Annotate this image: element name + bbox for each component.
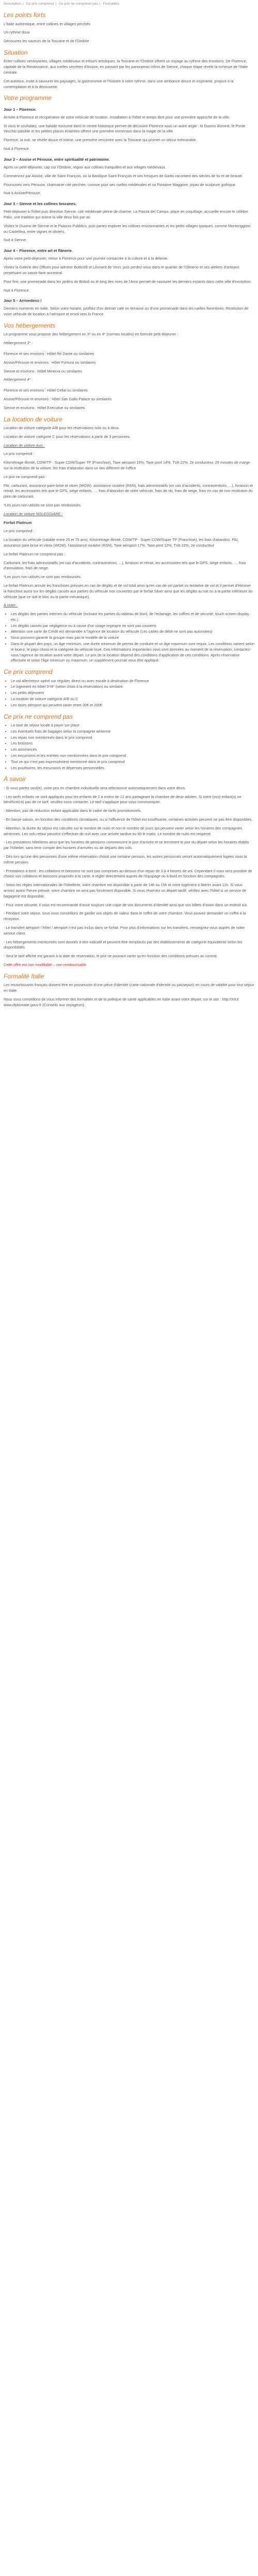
section-title-programme: Votre programme [4,94,52,102]
section-title-comprend: Ce prix comprend [4,668,53,676]
day-paragraph: Arrivée à Florence et récupération de votre véhicule de location. Installation à l'hôtel et temps libre pour une première approche de la ville. [4,114,230,120]
day-title: Jour 3 – Sienne et les collines toscanes. [4,201,77,207]
forfait-not-label: Le forfait Platinum ne comprend pas : [4,551,66,556]
savoir-paragraph: - Prestations à bord : les collations et boissons ne sont pas comprises au-dessus d'un repas de 3 à 4 heures de vol. Cependant il vous sera possible de choisir vos collations et boissons proposés à la carte, à régler directement auprès de l'équipage ou à bord en fonction des compagnies. [4,868,252,879]
list-item: • Tout ce qui n'est pas expressément mentionné dans le prix comprend [11,759,254,765]
location-excluded: PAI, carburant, assurance pare-brise et vitres (WOW), assistance routière (RSN), frais administratifs (en cas d'accidents, contraventions, ...), livraison et retrait, les accessoires tels que le GPS, siège enfants, ..., frais d'abandon de votre véhicule, frais de ski, frais de neige, frais en cas de non restitution du plein de carburant. [4,483,253,499]
forfait-platinum-title: Forfait Platinum [4,520,32,525]
day-title: Jour 5 – Arrivederci ! [4,298,42,303]
day-paragraph: Si vous le souhaitez, une balade nocturne dans le centre historique permet de découvrir Florence sous un autre angle : le Duomo illuminé, le Ponte Vecchio paisible et les petites places éclairées offrent une première immersion dans la magie de la ville. [4,123,246,134]
comprend-list [4,679,254,708]
savoir-paragraph: - Seul le tarif affiché est garanti à la date de réservation, le prix ne pouvant varier qu'en fonction des conditions prévues au contrat. [4,954,218,959]
hotel-line: Florence et ses environs : Hôtel Cellai ou similaires [4,388,88,393]
location-paragraph: Location de voiture catégorie A/B pour les réservations solo ou à deux. [4,425,120,430]
day-paragraph: Nuit à Florence. [4,146,30,151]
hotel-line: Assise/Pérouse et environs : Hôtel Fortuna ou similaires [4,360,96,365]
day-paragraph: Poursuivez vers Pérouse, charmante cité perchée, connue pour ses ruelles médiévales et sa Fontaine Maggiore, joyau de sculpture gothique. [4,182,237,187]
warning-list [4,612,254,664]
section-title-ne-comprend: Ce prix ne comprend pas [4,713,73,720]
list-item: • Le vol aller/retour opéré sur régulier, direct ou avec escale à destination de Florence [11,679,254,684]
savoir-paragraph: - Si vous partez seul(e), votre prix en chambre individuelle sera sélectionné automatiquement dans votre devis. [4,785,186,790]
tab-description[interactable]: Description [4,2,21,6]
day-title: Jour 2 – Assise et Pérouse, entre spiritualité et patrimoine. [4,157,110,162]
day-paragraph: Visitez le Duomo de Sienne et le Palazzo Pubblico, puis partez explorer les collines environnantes et les petits villages typiques, comme Monteriggioni ou Castellina, entre vignes et oliviers. [4,223,251,234]
tab-ce-prix-comprend[interactable]: Ce prix comprend [26,2,54,6]
savoir-paragraph: - Attention, pas de réduction enfant applicable dans le cadre de tarifs promotionnels. [4,808,142,814]
location-price-label: Le prix comprend : [4,451,35,456]
hebergement-4-title: Hébergement 4* : [4,377,33,382]
day-paragraph: Derniers moments en Italie. Selon votre horaire, profitez d'un dernier café en terrasse ou d'une promenade dans les ruelles florentines. Restitution de votre véhicule de location à l'aéroport et envol vers la France. [4,306,249,317]
tab-ne-comprend-pas[interactable]: Ce prix ne comprend pas [58,2,98,6]
hebergements-intro: Le programme vous propose des hébergement en 3* ou en 4* (normes locales) en formule petit-déjeuner : [4,332,179,337]
day-paragraph: Petit-déjeuner à l'hôtel puis direction Sienne, cité médiévale pleine de charme. La Piazza del Campo, place en coquillage, accueille encore le célèbre Palio, une tradition qui anime la ville deux fois par an. [4,209,249,220]
list-item: • Le logement en hôtel 3*/4* (selon choix à la réservation) ou similaire [11,684,254,690]
list-item: • Nous pouvons garantir la groupe mais pas le modèle de la voiture [11,635,254,641]
location-note: *Les jours non utilisés ne sont pas remboursés. [4,574,82,580]
section-title-hebergements: Vos hébergements [4,322,56,330]
point-fort: L'Italie authentique, entre collines et villages perchés [4,21,90,26]
tab-formalites[interactable]: Formalités [103,2,120,6]
hotel-line: Sienne et environs : Hôtel Minerva ou similaires [4,368,82,374]
savoir-paragraph: - Pour votre sécurité, il vous est recommandé d'avoir toujours une copie de vos documents d'identité ainsi que vos billets d'avion dans un endroit sûr. [4,902,248,907]
list-item: • Les éventuels frais de bagages selon la compagnie aérienne [11,729,254,735]
location-avis-title: Location de voiture Avis : [4,443,45,448]
section-title-points-forts: Les points forts [4,11,46,19]
hotel-line: Sienne et environs : Hôtel Executive ou similaires [4,405,85,410]
list-item: • La taxe de séjour locale à payer sur place [11,723,254,728]
list-item: • Les repas non mentionnés dans le prix comprend [11,735,254,741]
list-item: • Attention une carte de Crédit est demandée à l'agence de location du véhicule (Les cartes de débit ne sont pas autorisées) [11,629,254,635]
day-paragraph: Nuit à Assise/Pérouse. [4,191,41,196]
formalite-paragraph: Nous vous conseillons de vous informer des formalités et de la politique de santé applicables en Italie avant votre départ, sur le site : http://XXX www.diplomatie.gouv.fr (Conseils aux voyageurs) [4,996,239,1007]
savoir-paragraph: - Dès lors qu'une des personnes d'une même réservation choisit une certaine pension, les autres personnes seront automatiquement logées sous la même pension. [4,854,247,865]
savoir-paragraph: - Attention, la durée du séjour est calculée sur le nombre de nuits et non le nombre de jours qui peuvent varier selon les horaires des compagnies aériennes. Les vols retour peuvent s'effectuer de nuit avec une arrivée tardive ou tôt le matin. Le nombre de nuits est respecté. [4,825,243,836]
day-paragraph: Visitez la Galerie des Offices pour admirer Botticelli et Léonard de Vinci, puis perdez-vous dans le quartier de l'Oltrarno et ses ateliers d'artisans perpétuant un savoir-faire ancestral. [4,265,239,275]
situation-paragraph: Entre collines verdoyantes, villages médiévaux et trésors artistiques, la Toscane et l'Ombrie offrent un voyage au rythme des émotions. De Florence, capitale de la Renaissance, aux ruelles secrètes d'Assise, en passant par les panoramas infinis de Sienne, chaque étape révèle la richesse de l'Italie centrale. [4,59,248,75]
savoir-paragraph: - En basse saison, en fonction des conditions climatiques, ou si l'affluence de l'hôtel est insuffisante, certaines activités peuvent ne pas être disponibles. [4,817,253,822]
location-noleggiare-title: Location de voiture NOLEGGIARE : [4,511,63,516]
list-item: • Les dégâts causés par négligence ou à cause d'un usage impropre ne sont pas couverts [11,623,254,629]
day-paragraph: Après votre petit-déjeuner, retour à Florence pour une journée consacrée à la culture et à la détente. [4,256,169,261]
point-fort: Découvrez les saveurs de la Toscane et de l'Ombrie [4,39,89,44]
location-price-label: Le prix comprend : [4,529,35,534]
section-title-location: La location de voiture [4,415,63,423]
day-paragraph: Commencez par Assise, ville de Saint François, où la Basilique Saint-François et ses fresques de Giotto racontent des siècles de foi et de beauté. [4,173,243,178]
day-paragraph: Nuit à Florence. [4,287,30,293]
location-note: *Les jours non utilisés ne sont pas remboursés. [4,502,82,507]
page [0,0,258,1017]
day-paragraph: Florence, la nuit, se révèle douce et intime, une première rencontre avec la Toscane qui promet un séjour mémorable. [4,138,197,143]
ne-comprend-list [4,723,254,771]
day-paragraph: Pour finir, une promenade dans les jardins de Boboli ou le long des rives de l'Arno permet de savourer les derniers instants dans cette ville d'exception. [4,279,252,284]
list-item: • Les excursions et les entrées non mentionnées dans le prix comprend [11,753,254,759]
day-paragraph: Après un petit-déjeuner, cap sur l'Ombrie, région aux collines tranquilles et aux villages médiévaux. [4,164,166,170]
location-included: Kilométrage illimité, CDW/TP - Super CDW/Super TP (Franchise), Taxe aéroport 16%, Taxe pont 14%, TVA 22%, 2e conducteur, 29 minutes de marge sur la restitution de la voiture, les frais d'abandon dans un lieu différent de l'office [4,460,250,470]
savoir-paragraph: - Le transfert aéroport / hôtel / aéroport n'est pas inclus dans ce forfait. Pour plus d'informations sur les transferts, renseignez-vous auprès de notre service client. [4,925,245,936]
list-item: • Les petits déjeuners [11,690,254,696]
section-title-formalite: Formalité Italie [4,972,44,980]
point-fort: Un rythme doux [4,30,30,35]
location-excluded: Carburant, les frais administratifs (en cas d'accidents, contraventions, ...), livraison et retrait, les accessoires tels que le GPS, siège enfants, ..., frais d'annulation, frais de neige. [4,560,246,571]
list-item: • Les dégâts des parties internes du véhicule (incluant les parties du tableau de bord, de l'éclairage, les coffres et de sécurité, touch screen display, etc.). [11,612,254,623]
situation-paragraph: Cet autotour, invite à savourer les paysages, la gastronomie et l'histoire à votre rythme, dans une ambiance douce et inspirante, propice à la contemplation et à la découverte. [4,78,234,89]
hotel-line: Assise/Pérouse et environs : Hôtel San Gallo Palace ou similaires [4,396,112,401]
section-title-savoir: À savoir [4,775,26,783]
savoir-paragraph: - Pendant votre séjour, nous vous conseillons de garder vos objets de valeur dans le coffre de votre chambre. Vous pouvez demander un coffre à la réception. [4,911,246,922]
day-title: Jour 4 – Florence, entre art et flânerie. [4,248,73,253]
non-refundable-note: Cette offre est non modifiable – non remboursable [4,962,86,967]
formalite-paragraph: Les ressortissants français doivent être en possession d'une pièce d'identité (carte nationale d'identité ou passeport) en cours de validité pour tout séjour en Italie. [4,982,254,993]
warning-label: À noter : [4,603,18,608]
location-included: La location du véhicule (valable entre 25 et 75 ans), Kilométrage illimité, CDW/TP - Super CDW/Super TP (Franchise), les frais d'abandon, PAI, assurance pare-brise et vitres (WOW), l'assistance routière (RSN), Taxe aéroport 17%, Taxe pont 12%, TVA 22%, 2e conducteur [4,537,239,548]
section-title-situation: Situation [4,48,28,56]
location-not-label: Le prix ne comprend pas : [4,474,47,479]
hotel-line: Florence et ses environs : Hôtel Re Dante ou similaires [4,351,94,356]
day-paragraph: Nuit à Sienne. [4,238,27,243]
day-title: Jour 1 – Florence. [4,107,37,112]
hebergement-3-title: Hébergement 3* : [4,341,33,346]
list-item: • La location de voiture catégorie A/B ou C [11,697,254,702]
savoir-paragraph: - Les prestations hôtelières ainsi que les horaires de pensions commencent le jour d'arrivée et se terminent le jour du départ selon les horaires établis par l'hôtelier, sans tenir compte des horaires d'arrivées ou de départs des vols. [4,840,249,851]
list-item: • Les pourboires, les excursions et dépenses personnelles [11,766,254,771]
location-paragraph: Location de voiture catégorie C pour les réservations à partir de 3 personnes. [4,434,131,439]
list-item: • Les taxes aéroport qui peuvent varier entre 30€ et 200€ [11,703,254,708]
savoir-paragraph: - Les hébergements mentionnés sont donnés à titre indicatif et peuvent être remplacés par des établissements de catégorie équivalente selon les disponibilités. [4,939,243,950]
list-item: • Les boissons [11,741,254,747]
list-item: • Les assurances [11,747,254,753]
savoir-paragraph: - Selon les règles internationales de l'hôtellerie, votre chambre est disponible à partir de 14h ou 15h et votre logement à libérer avant 11h. Si vous arrivez avant l'heure prévue, votre chambre ne sera pas forcément disponible. Si vous réservez un départ tardif, vérifiez avec l'hôtel si un service de bagagerie est disponible. [4,883,247,899]
tab-bar: Description | Ce prix comprend | Ce prix ne comprend pas | Formalités [4,2,120,6]
forfait-description: Le forfait Platinum annule les franchises prévues en cas de dégâts et de vol total ainsi qu'en cas de vol partiel ou tentative de vol et il permet d'éliminer la franchise aussi sur les dégâts causés aux parties du véhicule non couvertes par le forfait Silver ainsi que les dégâts au toit ou à la partie inférieure du véhicule (que ce soit le bloc ou la partie mécanique). [4,583,253,599]
list-item: • Dans le plupart des pays, un âge minimum, une durée minimum de permis de conduire et un âge maximum sont requis. Les conditions varient selon le loueur, le pays choisi et la catégorie du véhicule loué. Ces informations importantes vous sont données au moment de la réservation, contactez-vous l'agence de location avant votre départ. Le prix de la location dépend des conditions d'application de ces conditions. Après réservation effectuée et selon l'âge minimum ou maximum, un supplément pourrait vous être appliqué. [11,641,254,664]
savoir-paragraph: - Les tarifs enfants ne sont appliqués pour les enfants de 2 à moins de 12 ans partageant la chambre de deux adultes. Si votre (vos) enfant(s) ne bénéficie(nt) pas de ce tarif, veuillez nous contacter. Le tarif s'applique pour vous communiquer. [4,794,241,805]
